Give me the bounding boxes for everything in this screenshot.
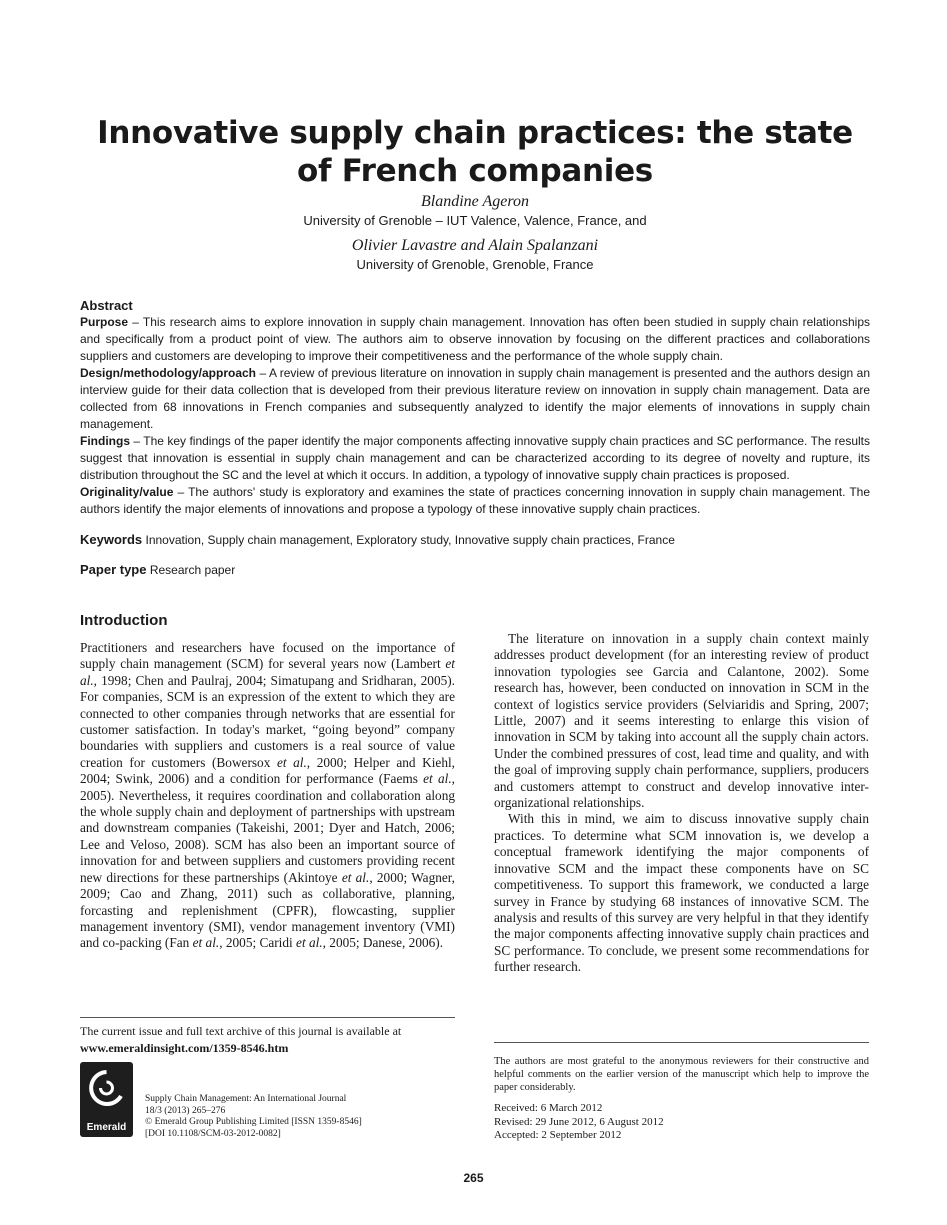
paragraph-text: , 2005). Nevertheless, it requires coordination and collaboration along the whole supply chain and deployment of partnerships with upstream and downstream companies (Takeishi, 2001; Dyer and Hatch, 2006; Lee and Veloso, 2008). SCM has also been an important source of innovation for and between suppliers and customers providing recent new directions for these partnerships (Akintoye [80,771,455,885]
footnote-divider-right [494,1042,869,1043]
abstract-purpose: Purpose – This research aims to explore innovation in supply chain management. Innovation has often been studied in supply chain relationships and specifically from a product point of view. The authors aim to observe innovation by focusing on the different practices and collaborations suppliers and customers are developing to improve their competitiveness and the performance of the whole supply chain. [80,315,871,363]
paragraph-text: Practitioners and researchers have focused on the importance of supply chain management (SCM) for several years now (Lambert [80,640,455,672]
author-2: Olivier Lavastre and Alain Spalanzani [351,237,599,254]
abstract [80,297,870,518]
citation-etal: et al. [276,754,307,770]
citation-etal: et al. [423,771,452,787]
paper-type [80,562,870,577]
emerald-logo-icon [87,1068,126,1114]
citation-etal: et al. [192,935,220,951]
introduction-left-column [80,640,455,952]
paragraph-text: , 2005; Danese, 2006). [322,935,444,951]
abstract-findings: Findings – The key findings of the paper identify the major components affecting innovative supply chain practices and SC performance. The results suggest that innovation is essential in supply chain management and can be characterized according to its degree of novelty and rupture, its distribution throughout the SC and the level at which it occurs. In addition, a typology of innovative supply chain practices is proposed. [80,434,871,482]
doi: [DOI 10.1108/SCM-03-2012-0082] [145,1128,281,1139]
citation-etal: et al. [80,656,455,688]
journal-link[interactable]: www.emeraldinsight.com/1359-8546.htm [80,1041,289,1055]
affiliation-2: University of Grenoble, Grenoble, France [356,257,594,272]
design-label: Design/methodology/approach [80,366,257,380]
introduction-paragraph-2: The literature on innovation in a supply chain context mainly addresses product development (for an interesting review of product innovation typologies see Garcia and Calantone, 2002). Some research has, however, been conducted on innovation in SCM in the context of logistics service providers (Selviaridis and Spring, 2007; Little, 2007) and it seems interesting to enlarge this vision of innovation in SCM by taking into account all the supply chain actors. Under the combined pressures of cost, lead time and quality, and with the goal of improving supply chain performance, suppliers, producers and customers attempt to construct and develop innovative inter-organizational relationships. [494,631,869,811]
design-text: A review of previous literature on innovation in supply chain management is presented and the authors design an interview guide for their data collection that is developed from their previous literature review on innovation in supply chain management. Data are collected from 68 innovations in French companies and subsequently analyzed to identify the major elements of innovations in supply chain management. [80,366,870,431]
dates [494,1102,869,1143]
acknowledgement: The authors are most grateful to the anonymous reviewers for their constructive and helpful comments on the earlier version of the manuscript which help to improve the paper considerably. [494,1056,869,1093]
citation-etal: et al. [296,935,323,951]
affiliation-1: University of Grenoble – IUT Valence, Valence, France, and [303,213,647,228]
paragraph-text: , 2005; Caridi [219,935,297,951]
journal-name: Supply Chain Management: An International Journal [145,1094,347,1104]
archive-note [80,1023,460,1057]
paper-type-text: Research paper [149,563,236,577]
volume-issue: 18/3 (2013) 265–276 [145,1105,226,1116]
paper-title: Innovative supply chain practices: the state of French companies [97,115,853,189]
publication-info [145,1094,362,1140]
keywords-label: Keywords [80,532,143,547]
abstract-heading: Abstract [80,298,133,313]
paragraph-text: , 1998; Chen and Paulraj, 2004; Simatupang and Sridharan, 2005). For companies, SCM is an expression of the extent to which they are connected to other companies through networks that are essential for customer satisfaction. In today's market, “going beyond” company boundaries with suppliers and customers is a real source of value creation for customers (Bowersox [80,672,455,770]
author-1: Blandine Ageron [421,193,529,210]
title-block [80,114,870,274]
citation-etal: et al. [341,869,370,885]
paragraph-text: , 2000; Wagner, 2009; Cao and Zhang, 2011) such as collaborative, planning, forcasting and replenishment (CPFR), flowcasting, supplier management inventory (SMI), vendor management inventory (VMI) and co-packing (Fan [80,869,456,951]
originality-text: The authors' study is exploratory and examines the state of practices concerning innovation in supply chain management. The authors identify the major elements of innovations and propose a typology of these innovative supply chain practices. [80,485,871,516]
findings-label: Findings [80,434,130,448]
page-number: 265 [463,1171,484,1185]
date-revised: Revised: 29 June 2012, 6 August 2012 [494,1115,664,1128]
archive-note-text: The current issue and full text archive of this journal is available at [80,1024,402,1038]
copyright: © Emerald Group Publishing Limited [ISSN 1359-8546] [145,1117,362,1127]
introduction-heading: Introduction [80,612,168,629]
findings-text: The key findings of the paper identify the major components affecting innovative supply chain practices and SC performance. The results suggest that innovation is essential in supply chain management and can be characterized according to its degree of novelty and rupture, its distribution throughout the SC and the level at which it occurs. In addition, a typology of innovative supply chain practices is proposed. [80,434,871,482]
originality-label: Originality/value [80,485,174,499]
introduction-paragraph-3: With this in mind, we aim to discuss innovative supply chain practices. To determine what SCM innovation is, we develop a conceptual framework identifying the major components of innovative SCM and the impact these components have on SC competitiveness. To support this framework, we conducted a large survey in France by studying 68 instances of innovative SCM. The analysis and results of this survey are very helpful in that they identify the major components affecting innovative supply chain practices and SC performance. To conclude, we present some recommendations for further research. [494,811,869,975]
abstract-originality: Originality/value – The authors' study is exploratory and examines the state of practices concerning innovation in supply chain management. The authors identify the major elements of innovations and propose a typology of these innovative supply chain practices. [80,485,871,516]
introduction-right-column [494,631,869,976]
purpose-label: Purpose [80,315,129,329]
paper-type-label: Paper type [80,562,147,577]
introduction-paragraph-1 [80,640,455,952]
keywords [80,532,870,547]
paragraph-text: , 2000; Helper and Kiehl, 2004; Swink, 2006) and a condition for performance (Faems [80,754,455,787]
emerald-logo [80,1062,133,1137]
keywords-text: Innovation, Supply chain management, Exploratory study, Innovative supply chain practices, France [145,533,675,547]
purpose-text: This research aims to explore innovation in supply chain management. Innovation has often been studied in supply chain relationships and specifically from a product point of view. The authors aim to observe innovation by focusing on the different practices and collaborations suppliers and customers are developing to improve their competitiveness and the performance of the whole supply chain. [80,315,871,363]
date-accepted: Accepted: 2 September 2012 [494,1129,622,1141]
abstract-design: Design/methodology/approach – A review of previous literature on innovation in supply chain management is presented and the authors design an interview guide for their data collection that is developed from their previous literature review on innovation in supply chain management. Data are collected from 68 innovations in French companies and subsequently analyzed to identify the major elements of innovations in supply chain management. [80,366,870,431]
footnote-divider-left [80,1017,455,1018]
date-received: Received: 6 March 2012 [494,1102,603,1114]
logo-text: Emerald [86,1122,127,1133]
